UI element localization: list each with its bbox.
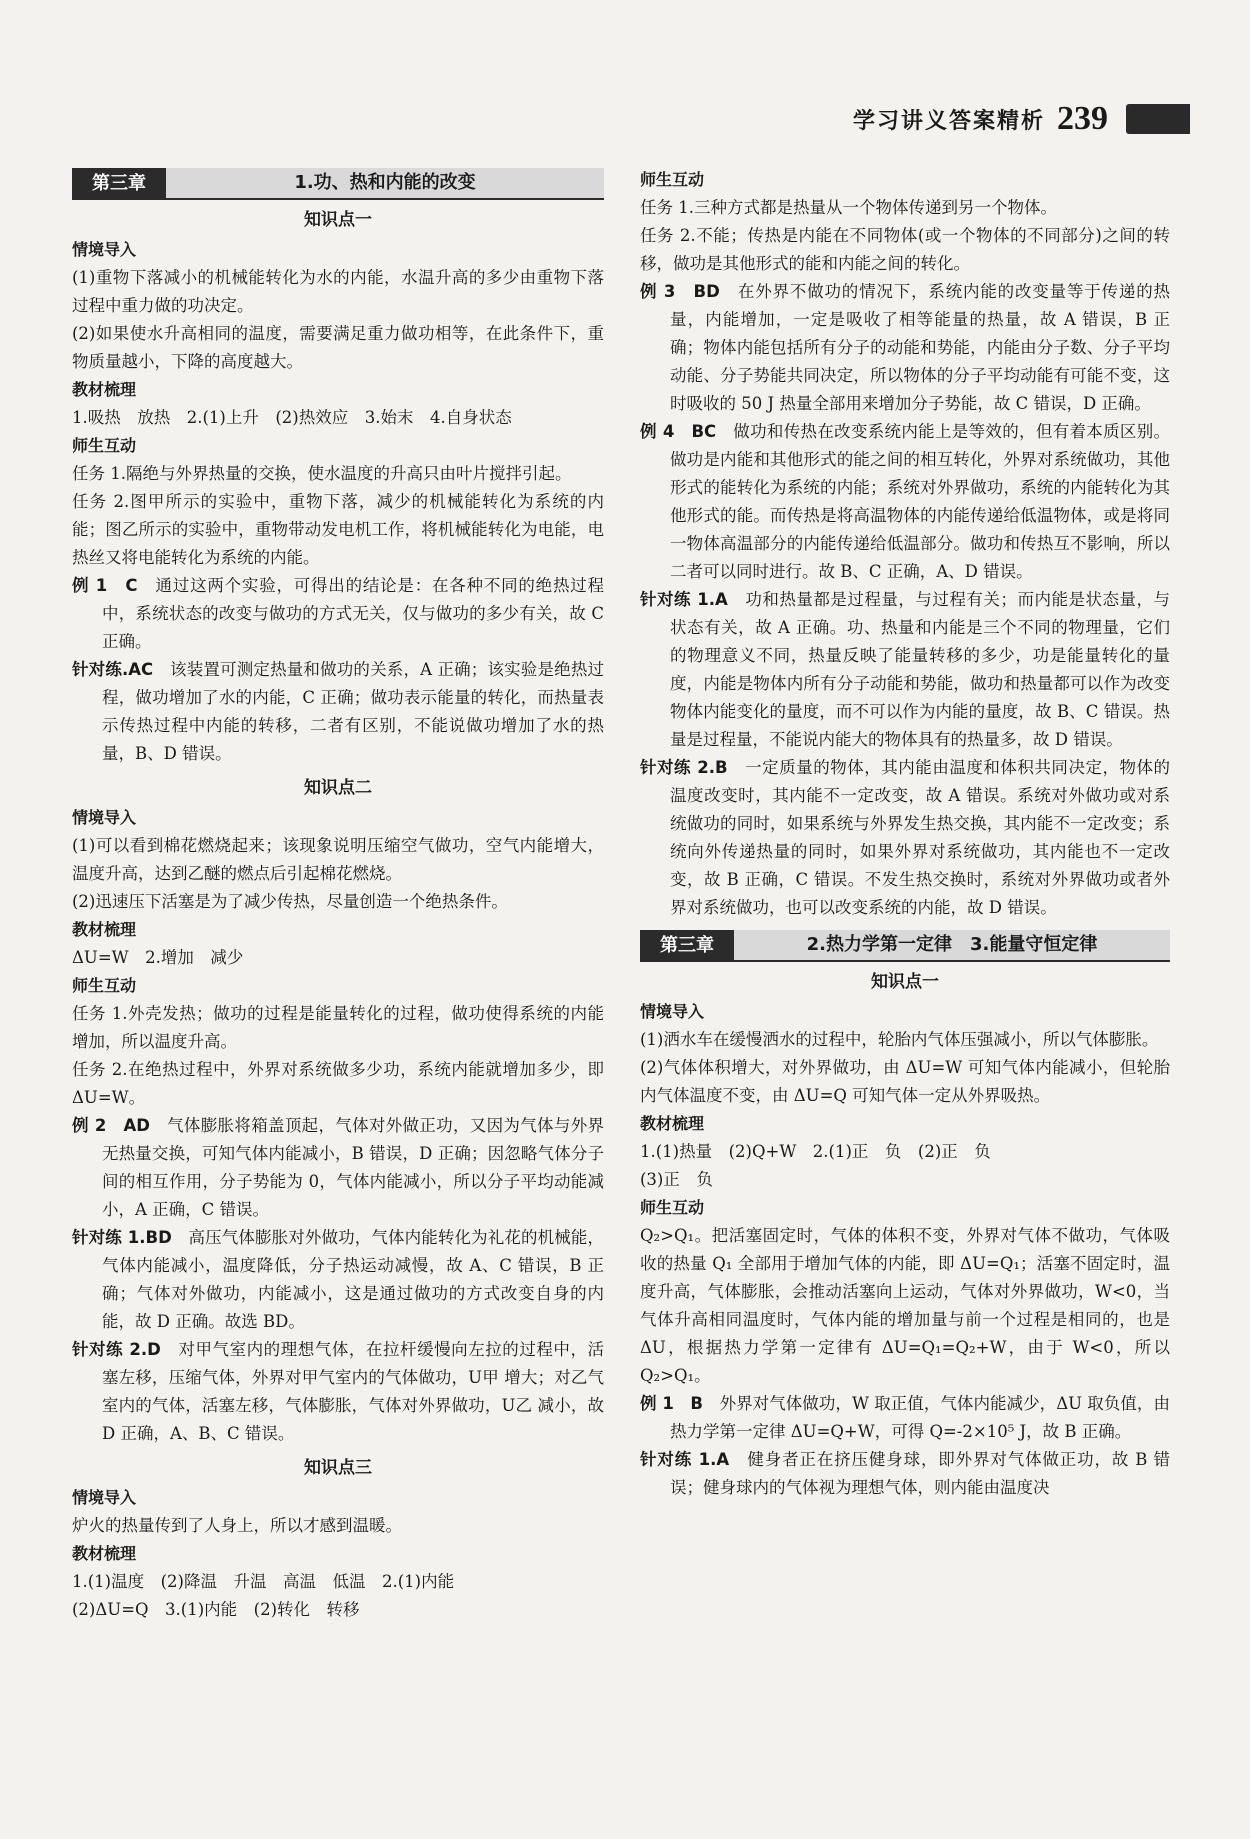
example-item bbox=[640, 1390, 1170, 1446]
header-tab-mark bbox=[1126, 104, 1190, 134]
exercise-label: 针对练 2.D bbox=[72, 1340, 161, 1359]
paragraph: (1)重物下落减小的机械能转化为水的内能，水温升高的多少由重物下落过程中重力做的功决定。 bbox=[72, 268, 604, 315]
example-text: 气体膨胀将箱盖顶起，气体对外做正功，又因为气体与外界无热量交换，可知气体内能减小，B 错误，D 正确；因忽略气体分子间的相互作用，分子势能为 0，气体内能减小，所以分子平均动能减小，A 正确，C 错误。 bbox=[102, 1116, 605, 1219]
section-label: 师生互动 bbox=[640, 1198, 705, 1217]
example-item bbox=[640, 278, 1170, 418]
paragraph: 任务 2.在绝热过程中，外界对系统做多少功，系统内能就增加多少，即 ΔU=W。 bbox=[72, 1060, 604, 1107]
book-title: 学习讲义答案精析 bbox=[852, 108, 1045, 134]
paragraph: 任务 2.图甲所示的实验中，重物下落，减少的机械能转化为系统的内能；图乙所示的实验中，重物带动发电机工作，将机械能转化为电能，电热丝又将电能转化为系统的内能。 bbox=[72, 492, 604, 567]
section-label: 师生互动 bbox=[640, 170, 705, 189]
paragraph: 任务 1.三种方式都是热量从一个物体传递到另一个物体。 bbox=[640, 198, 1057, 217]
section-label: 情境导入 bbox=[72, 1488, 137, 1507]
exercise-text: 一定质量的物体，其内能由温度和体积共同决定，物体的温度改变时，其内能不一定改变，故 A 错误。系统对外做功或对系统做功的同时，如果系统与外界发生热交换，其内能不一定改变；系统向外传递热量的同时，如果外界对系统做功，其内能也不一定改变，故 B 正确，C 错误。不发生热交换时，系统对外界做功或者外界对系统做功，也可以改变系统的内能，故 D 错误。 bbox=[670, 758, 1171, 917]
section-label: 情境导入 bbox=[640, 1002, 705, 1021]
chapter-title: 1.功、热和内能的改变 bbox=[166, 168, 604, 200]
example-label: 例 2 AD bbox=[72, 1116, 150, 1135]
section-label: 教材梳理 bbox=[72, 1544, 137, 1563]
paragraph: 任务 1.外壳发热；做功的过程是能量转化的过程，做功使得系统的内能增加，所以温度升高。 bbox=[72, 1004, 604, 1051]
exercise-text: 高压气体膨胀对外做功，气体内能转化为礼花的机械能，气体内能减小，温度降低，分子热运动减慢，故 A、C 错误，B 正确；气体对外做功，内能减小，这是通过做功的方式改变自身的内能，故 D 正确。故选 BD。 bbox=[102, 1228, 604, 1331]
exercise-label: 针对练.AC bbox=[72, 660, 154, 679]
section-label: 情境导入 bbox=[72, 808, 137, 827]
example-text: 外界对气体做功，W 取正值，气体内能减少，ΔU 取负值，由热力学第一定律 ΔU=Q+W，可得 Q=-2×10⁵ J，故 B 正确。 bbox=[670, 1394, 1170, 1441]
exercise-text: 功和热量都是过程量，与过程有关；而内能是状态量，与状态有关，故 A 正确。功、热量和内能是三个不同的物理量，它们的物理意义不同，热量反映了能量转移的多少，功是能量转化的量度，内能是物体内所有分子动能和势能，做功和热量都可以作为改变物体内能变化的量度，而不可以作为内能的量度，故 B、C 错误。热量是过程量，不能说内能大的物体具有的热量多，故 D 错误。 bbox=[670, 590, 1170, 749]
paragraph: (2)气体体积增大，对外界做功，由 ΔU=W 可知气体内能减小，但轮胎内气体温度不变，由 ΔU=Q 可知气体一定从外界吸热。 bbox=[640, 1058, 1170, 1105]
example-text: 在外界不做功的情况下，系统内能的改变量等于传递的热量，内能增加，一定是吸收了相等能量的热量，故 A 错误，B 正确；物体内能包括所有分子的动能和势能，内能由分子数、分子平均动能、分子势能共同决定，所以物体的分子平均动能有可能不变，这时吸收的 50 J 热量全部用来增加分子势能，故 C 错误，D 正确。 bbox=[670, 282, 1171, 413]
exercise-item bbox=[72, 1224, 604, 1336]
chapter-tag: 第三章 bbox=[640, 930, 734, 962]
chapter-heading bbox=[72, 168, 604, 200]
section-label: 教材梳理 bbox=[72, 920, 137, 939]
page-number: 239 bbox=[1057, 100, 1108, 137]
exercise-label: 针对练 1.BD bbox=[72, 1228, 172, 1247]
exercise-text: 该装置可测定热量和做功的关系，A 正确；该实验是绝热过程，做功增加了水的内能，C 正确；做功表示能量的转化，而热量表示传热过程中内能的转移，二者有区别，不能说做功增加了水的热量，B、D 错误。 bbox=[102, 660, 605, 763]
paragraph: (2)ΔU=Q 3.(1)内能 (2)转化 转移 bbox=[72, 1600, 360, 1619]
paragraph: ΔU=W 2.增加 减少 bbox=[72, 948, 244, 967]
paragraph: 1.(1)温度 (2)降温 升温 高温 低温 2.(1)内能 bbox=[72, 1572, 455, 1591]
paragraph: Q₂>Q₁。把活塞固定时，气体的体积不变，外界对气体不做功，气体吸收的热量 Q₁ 全部用于增加气体的内能，即 ΔU=Q₁；活塞不固定时，温度升高，气体膨胀，会推动活塞向上运动，气体对外界做功，W<0，当气体升高相同温度时，气体内能的增加量与前一个过程是相同的，也是 ΔU，根据热力学第一定律有 ΔU=Q₁=Q₂+W，由于 W<0，所以 Q₂>Q₁。 bbox=[640, 1226, 1170, 1385]
exercise-label: 针对练 1.A bbox=[640, 590, 728, 609]
section-label: 情境导入 bbox=[72, 240, 137, 259]
exercise-text: 对甲气室内的理想气体，在拉杆缓慢向左拉的过程中，活塞左移，压缩气体，外界对甲气室内的气体做功，U甲 增大；对乙气室内的气体，活塞左移，气体膨胀，气体对外界做功，U乙 减小，故 D 正确，A、B、C 错误。 bbox=[102, 1340, 605, 1443]
example-text: 做功和传热在改变系统内能上是等效的，但有着本质区别。做功是内能和其他形式的能之间的相互转化，外界对系统做功，其他形式的能转化为系统的内能；系统对外界做功，系统的内能转化为其他形式的能。而传热是将高温物体的内能传递给低温物体，或是将同一物体高温部分的内能传递给低温部分。做功和传热互不影响，所以二者可以同时进行。故 B、C 正确，A、D 错误。 bbox=[670, 422, 1171, 581]
exercise-item bbox=[72, 656, 604, 768]
paragraph: (1)洒水车在缓慢洒水的过程中，轮胎内气体压强减小，所以气体膨胀。 bbox=[640, 1030, 1159, 1049]
exercise-item bbox=[640, 586, 1170, 754]
paragraph: 任务 1.隔绝与外界热量的交换，使水温度的升高只由叶片搅拌引起。 bbox=[72, 464, 572, 483]
exercise-label: 针对练 1.A bbox=[640, 1450, 730, 1469]
paragraph: 1.吸热 放热 2.(1)上升 (2)热效应 3.始末 4.自身状态 bbox=[72, 408, 512, 427]
knowledge-point-heading: 知识点一 bbox=[871, 972, 939, 992]
knowledge-point-heading: 知识点一 bbox=[304, 210, 372, 230]
example-label: 例 4 BC bbox=[640, 422, 717, 441]
exercise-item bbox=[640, 1446, 1170, 1502]
example-item bbox=[72, 1112, 604, 1224]
exercise-text: 健身者正在挤压健身球，即外界对气体做正功，故 B 错误；健身球内的气体视为理想气体，则内能由温度决 bbox=[670, 1450, 1171, 1497]
left-column bbox=[72, 166, 604, 1624]
paragraph: (2)如果使水升高相同的温度，需要满足重力做功相等，在此条件下，重物质量越小，下降的高度越大。 bbox=[72, 324, 604, 371]
page-header bbox=[853, 96, 1190, 142]
example-label: 例 1 B bbox=[640, 1394, 703, 1413]
knowledge-point-heading: 知识点二 bbox=[304, 778, 372, 798]
paragraph: (3)正 负 bbox=[640, 1170, 713, 1189]
example-item bbox=[640, 418, 1170, 586]
right-column bbox=[640, 166, 1170, 1502]
paragraph: (1)可以看到棉花燃烧起来；该现象说明压缩空气做功，空气内能增大，温度升高，达到乙醚的燃点后引起棉花燃烧。 bbox=[72, 836, 604, 883]
example-text: 通过这两个实验，可得出的结论是：在各种不同的绝热过程中，系统状态的改变与做功的方式无关，仅与做功的多少有关，故 C 正确。 bbox=[102, 576, 604, 651]
chapter-title: 2.热力学第一定律 3.能量守恒定律 bbox=[734, 930, 1170, 962]
example-label: 例 3 BD bbox=[640, 282, 720, 301]
chapter-tag: 第三章 bbox=[72, 168, 166, 200]
section-label: 教材梳理 bbox=[640, 1114, 705, 1133]
exercise-label: 针对练 2.B bbox=[640, 758, 728, 777]
paragraph: 1.(1)热量 (2)Q+W 2.(1)正 负 (2)正 负 bbox=[640, 1142, 991, 1161]
paragraph: 炉火的热量传到了人身上，所以才感到温暖。 bbox=[72, 1516, 402, 1535]
example-item bbox=[72, 572, 604, 656]
knowledge-point-heading: 知识点三 bbox=[304, 1458, 372, 1478]
example-label: 例 1 C bbox=[72, 576, 138, 595]
paragraph: (2)迅速压下活塞是为了减少传热，尽量创造一个绝热条件。 bbox=[72, 892, 508, 911]
exercise-item bbox=[640, 754, 1170, 922]
section-label: 师生互动 bbox=[72, 436, 137, 455]
section-label: 教材梳理 bbox=[72, 380, 137, 399]
exercise-item bbox=[72, 1336, 604, 1448]
chapter-heading bbox=[640, 930, 1170, 962]
section-label: 师生互动 bbox=[72, 976, 137, 995]
paragraph: 任务 2.不能；传热是内能在不同物体(或一个物体的不同部分)之间的转移，做功是其他形式的能和内能之间的转化。 bbox=[640, 226, 1170, 273]
